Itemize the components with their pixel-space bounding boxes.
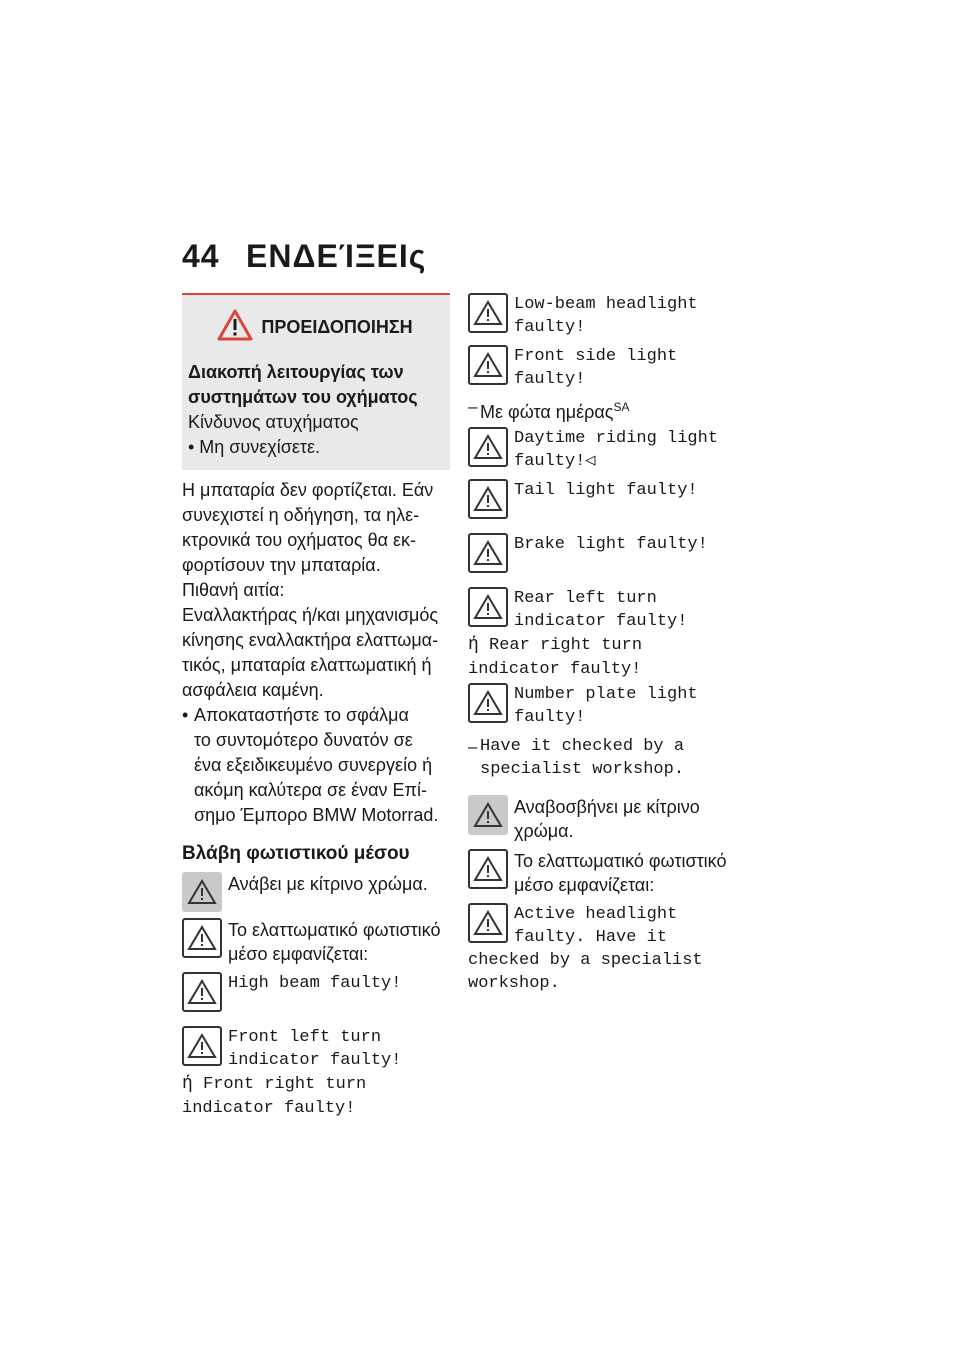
text-line: Το ελαττωματικό φωτιστικό [514,851,727,871]
subheading-lamp-fault: Βλάβη φωτιστικού μέσου [182,843,410,864]
text-line: Εναλλακτήρας ή/και μηχανισμός [182,605,439,625]
daytime-condition [468,395,748,425]
warning-triangle-icon [468,533,508,573]
warning-title: ΠΡΟΕΙΔΟΠΟΙΗΣΗ [261,317,413,337]
text-line: κτρονικά του οχήματος θα εκ- [182,530,416,550]
page-header [182,238,426,275]
text-line: faulty! [514,370,586,389]
tail-message: Tail light faulty! [514,481,698,500]
text-line: indicator faulty! [182,1099,356,1118]
cause-paragraph [182,603,450,703]
text-line: σημο Έμπορο BMW Motorrad. [194,805,439,825]
text-line: ένα εξειδικευμένο συνεργείο ή [194,755,433,775]
warning-bold-line-1: Διακοπή λειτουργίας των [188,362,404,382]
warning-box [182,293,450,470]
text-line: κίνησης εναλλακτήρα ελαττωμα- [182,630,439,650]
warning-triangle-icon [182,1026,222,1066]
text-line: faulty! [514,318,586,337]
entry-number-plate [468,683,748,729]
or-word: ή [182,1074,193,1094]
warning-triangle-icon [468,587,508,627]
text-line: faulty. Have it [514,928,668,947]
entry-brake [468,533,748,573]
entry-flashes-yellow [468,795,748,843]
text-line: Η μπαταρία δεν φορτίζεται. Εάν [182,480,434,500]
text-line: Have it checked by a [480,737,685,756]
warning-triangle-icon [468,683,508,723]
battery-paragraph [182,478,450,578]
text-line: Rear right turn [489,636,643,655]
warning-triangle-icon [182,972,222,1012]
entry-lights-yellow [182,872,450,912]
or-word: ή [468,635,479,655]
brake-message: Brake light faulty! [514,535,708,554]
active-headlight-continued [468,949,748,995]
text-line: faulty! [514,708,586,727]
warning-triangle-icon [217,309,253,346]
front-right-message [182,1072,450,1120]
cause-label: Πιθανή αιτία: [182,580,285,600]
text-line: Το ελαττωματικό φωτιστικό [228,920,441,940]
dash-mark: – [468,737,478,756]
entry-front-left [182,1026,450,1072]
text-line: συνεχιστεί η οδήγηση, τα ηλε- [182,505,420,525]
entry-low-beam [468,293,748,339]
text-line: Active headlight [514,905,678,924]
warning-action: • Μη συνεχίσετε. [188,437,321,457]
right-column [468,293,748,995]
entry-front-side [468,345,748,391]
text-line: Front right turn [203,1075,367,1094]
entry-defective-shown-right [468,849,748,897]
daytime-label: Με φώτα ημέρας [480,402,614,422]
sa-marker: SA [613,400,630,414]
text-line: Rear left turn [514,589,657,608]
text-line: Front side light [514,347,678,366]
warning-triangle-icon [468,345,508,385]
have-checked-instruction [468,735,748,781]
warning-triangle-icon [468,903,508,943]
entry-high-beam [182,972,450,1012]
warning-risk: Κίνδυνος ατυχήματος [188,412,359,432]
text-line: specialist workshop. [480,760,685,779]
text-line: workshop. [468,974,560,993]
action-bullet [182,703,450,828]
entry-defective-shown [182,918,450,966]
text-line: Front left turn [228,1028,382,1047]
entry-rear-left [468,587,748,633]
text-line: χρώμα. [514,821,574,841]
text-line: Αποκαταστήστε το σφάλμα [194,705,409,725]
text-line: indicator faulty! [228,1051,402,1070]
warning-bold-line-2: συστημάτων του οχήματος [188,387,418,407]
text-line: indicator faulty! [468,660,642,679]
text-line: φορτίσουν την μπαταρία. [182,555,381,575]
warning-triangle-icon [468,293,508,333]
text-line: Αναβοσβήνει με κίτρινο [514,797,700,817]
text-line: checked by a specialist [468,951,703,970]
left-column [182,293,450,1120]
general-warning-light-icon [468,795,508,835]
rear-right-message [468,633,748,681]
page-number: 44 [182,238,220,274]
text-line: μέσο εμφανίζεται: [228,944,369,964]
entry-active-headlight [468,903,748,949]
text-line: το συντομότερο δυνατόν σε [194,730,413,750]
lights-yellow-text: Ανάβει με κίτρινο χρώμα. [228,874,428,894]
warning-heading [188,309,442,346]
warning-triangle-icon [468,849,508,889]
section-title: ΕΝΔΕΊΞΕΙς [246,238,427,274]
text-line: μέσο εμφανίζεται: [514,875,655,895]
text-line: ακόμη καλύτερα σε έναν Επί- [194,780,427,800]
warning-triangle-icon [182,918,222,958]
text-line: Low-beam headlight [514,295,698,314]
high-beam-message: High beam faulty! [228,974,402,993]
warning-triangle-icon [468,479,508,519]
text-line: Daytime riding light [514,429,719,448]
text-line: faulty!◁ [514,452,596,471]
text-line: indicator faulty! [514,612,688,631]
dash-mark: – [468,397,478,416]
text-line: Number plate light [514,685,698,704]
entry-tail [468,479,748,519]
text-line: τικός, μπαταρία ελαττωματική ή [182,655,432,675]
bullet-mark: • [182,705,189,725]
text-line: ασφάλεια καμένη. [182,680,324,700]
entry-daytime [468,427,748,473]
warning-triangle-icon [468,427,508,467]
general-warning-light-icon [182,872,222,912]
